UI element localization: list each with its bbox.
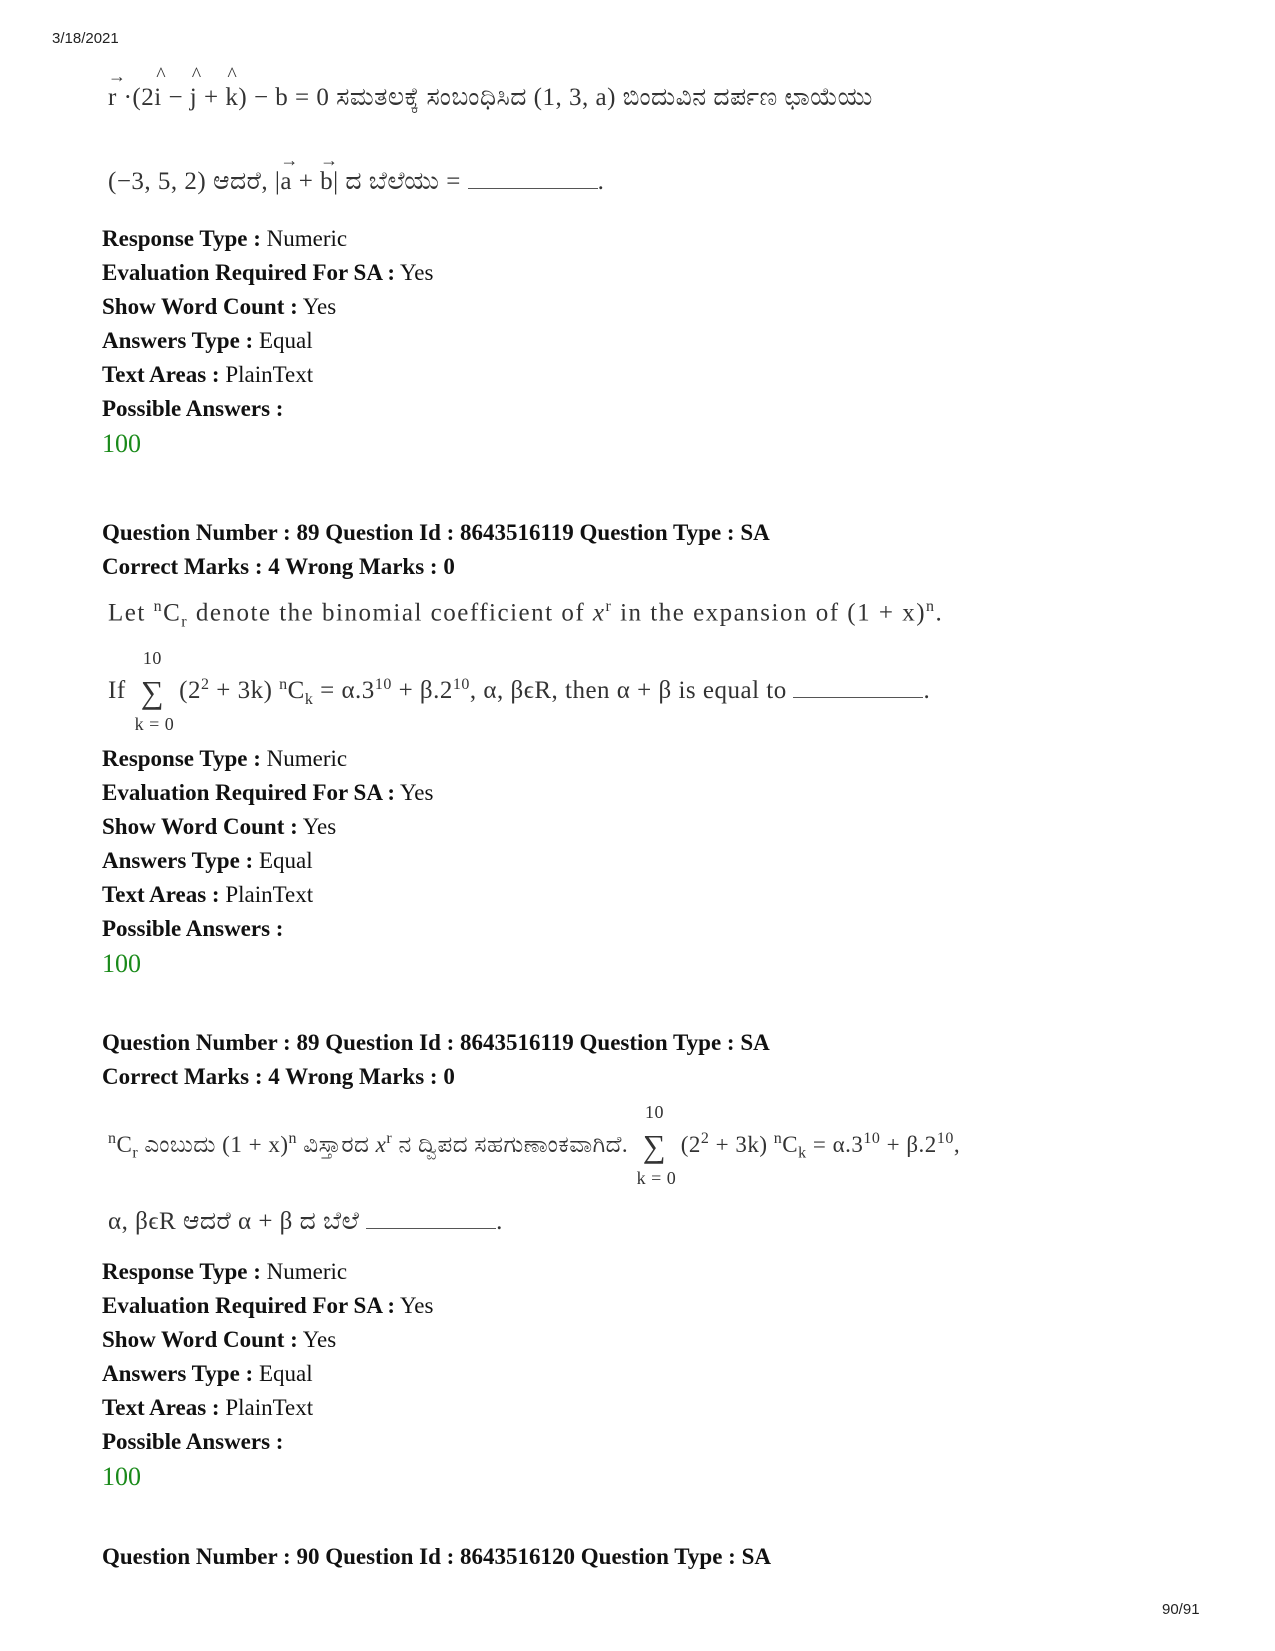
question-header: Question Number : 89 Question Id : 8643516119 Question Type : SA [102, 520, 770, 545]
word-count-value: Yes [302, 294, 337, 319]
page-number: 90/91 [1162, 1601, 1200, 1618]
text-areas-value: PlainText [225, 882, 314, 907]
question-image-89-english: Let $^nC_r$ denote the binomial coefficient of $x^r$ in the expansion of $(1 + x)^n$. If 10 ∑ k = 0 $(2^2 + 3k) ^nC_k = \alpha.3^{10} + \beta.2^{10}$, α, βϵR, then α + β is equal to . [108, 598, 944, 734]
question-properties: Response Type : Numeric Evaluation Required For SA : Yes Show Word Count : Yes Answers Type : Equal Text Areas : PlainText Possible Answers : 100 [102, 742, 433, 982]
possible-answer: 100 [102, 429, 141, 458]
question-text: (−3, 5, 2) ಆದರೆ, [108, 168, 269, 195]
text-areas-value: PlainText [225, 1395, 314, 1420]
question-text: α, βϵR ಆದರೆ α + β ದ ಬೆಲೆ [108, 1208, 360, 1235]
answers-type-value: Equal [258, 1361, 313, 1386]
question-properties: Response Type : Numeric Evaluation Required For SA : Yes Show Word Count : Yes Answers Type : Equal Text Areas : PlainText Possible Answers : 100 [102, 1255, 433, 1495]
question-header: Question Number : 90 Question Id : 8643516120 Question Type : SA [102, 1544, 771, 1569]
question-image-89-kannada: $^nC_r$ ಎಂಬುದು $(1 + x)^n$ ವಿಸ್ತಾರದ $x^r$ ನ ದ್ವಿಪದ ಸಹಗುಣಾಂಕವಾಗಿದೆ. 10 ∑ k = 0 $(2^2 + 3k) ^nC_k = \alpha.3^{10} + \beta.2^{10}$, α, βϵR ಆದರೆ α + β ದ ಬೆಲೆ . [108, 1102, 961, 1235]
answer-blank [793, 679, 923, 698]
answer-blank [366, 1210, 496, 1229]
answers-type-value: Equal [258, 328, 313, 353]
response-type-value: Numeric [266, 1259, 348, 1284]
word-count-value: Yes [302, 1327, 337, 1352]
evaluation-value: Yes [400, 780, 434, 805]
evaluation-value: Yes [400, 260, 434, 285]
possible-answer: 100 [102, 949, 141, 978]
page-date: 3/18/2021 [52, 30, 119, 47]
answers-type-value: Equal [258, 848, 313, 873]
response-type-value: Numeric [266, 226, 348, 251]
question-image-88: → r ·(2^ i − ^ j + ^ k) − b = 0 ಸಮತಲಕ್ಕೆ ಸಂಬಂಧಿಸಿದ (1, 3, a) ಬಿಂದುವಿನ ದರ್ಪಣ ಛಾಯೆಯು (−3, 5, 2) ಆದರೆ, |→ a + → b| ದ ಬೆಲೆಯು = . [108, 70, 1128, 210]
answer-blank [468, 170, 598, 189]
question-text: ದ ಬೆಲೆಯು = [345, 168, 461, 195]
marks-header: Correct Marks : 4 Wrong Marks : 0 [102, 1064, 455, 1089]
possible-answer: 100 [102, 1462, 141, 1491]
question-header: Question Number : 89 Question Id : 8643516119 Question Type : SA [102, 1030, 770, 1055]
text-areas-value: PlainText [225, 362, 314, 387]
marks-header: Correct Marks : 4 Wrong Marks : 0 [102, 554, 455, 579]
evaluation-value: Yes [400, 1293, 434, 1318]
response-type-value: Numeric [266, 746, 348, 771]
question-text: − b = 0 ಸಮತಲಕ್ಕೆ ಸಂಬಂಧಿಸಿದ (1, 3, a) ಬಿಂದುವಿನ ದರ್ಪಣ ಛಾಯೆಯು [253, 84, 873, 111]
word-count-value: Yes [302, 814, 337, 839]
question-properties: Response Type : Numeric Evaluation Required For SA : Yes Show Word Count : Yes Answers Type : Equal Text Areas : PlainText Possible Answers : 100 [102, 222, 433, 462]
